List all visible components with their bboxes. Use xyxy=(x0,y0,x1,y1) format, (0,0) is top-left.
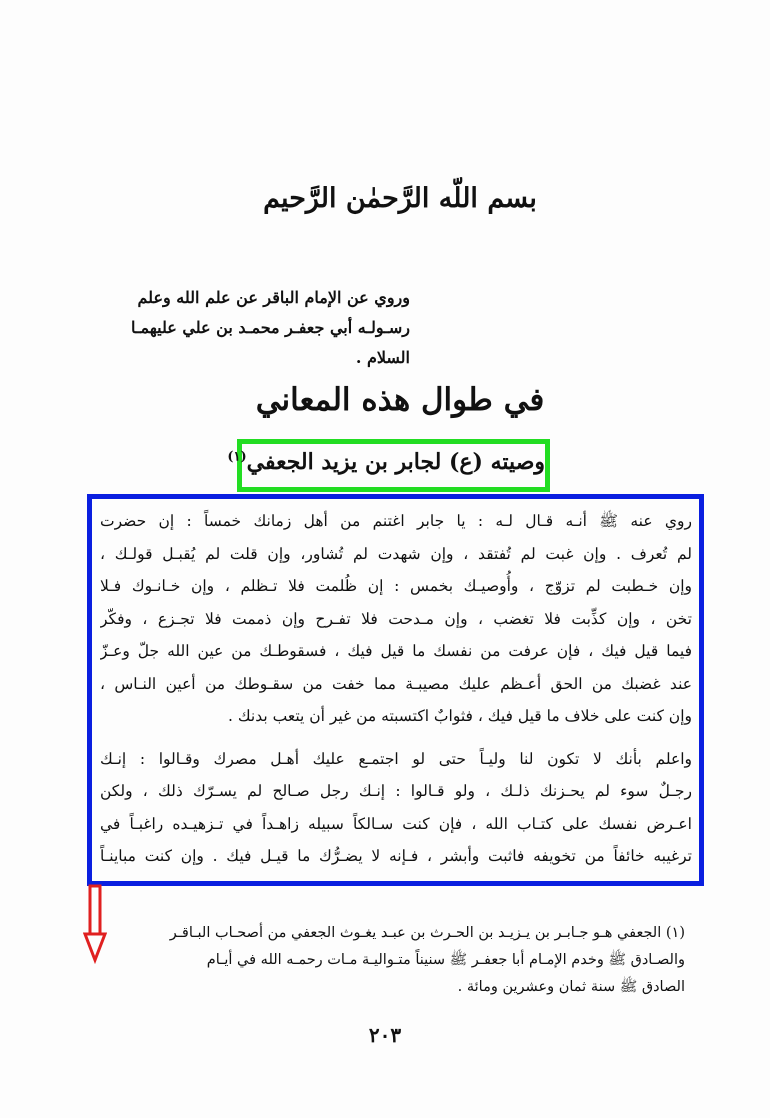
intro-line: وروي عن الإمام الباقر عن علم الله وعلم xyxy=(137,288,410,307)
text-line: تخن ، وإن كذِّبت فلا تغضب ، وإن مـدحت فلا تفـرح وإن ذممت فلا تجـزع ، وفكّر xyxy=(100,609,692,628)
section-heading: في طوال هذه المعاني xyxy=(255,382,545,418)
text-line: ترغيبه خائفاً من تخويفه فاثبت وأبشر ، فـإنه لا يضـرُّك ما قيـل فيك . وإن كنت مباينـاً xyxy=(100,847,692,865)
footnote-mark: (١) xyxy=(227,449,247,465)
footnote xyxy=(95,920,685,1001)
text-line: اعـرض نفسك على كتـاب الله ، فإن كنت سـالكاً سبيله زاهـداً في تـزهيـده راغبـاً في xyxy=(100,814,692,833)
text-line: واعلم بأنك لا تكون لنا وليـاً حتى لو اجتمـع عليك أهـل مصرك وقـالوا : إنـك xyxy=(100,749,692,768)
intro-paragraph xyxy=(90,283,410,373)
text-line: عند غضبك من الحق أعـظم عليك مصيبـة مما خفت من سقـوطك من أعين النـاس ، xyxy=(100,674,692,693)
basmala: بسم اللّه الرَّحمٰن الرَّحيم xyxy=(263,183,537,214)
subheading-text: وصيته (ع) لجابر بن يزيد الجعفي xyxy=(246,449,545,475)
text-line: وإن كنت على خلاف ما قيل فيك ، فثوابٌ اكتسبته من غير أن يتعب بدنك . xyxy=(228,707,692,725)
page-number: ٢٠٣ xyxy=(368,1023,402,1047)
text-line: روي عنه ﷺ أنـه قـال لـه : يا جابر اغتنم من أهل زمانك خمساً : إن حضرت xyxy=(100,512,692,530)
text-line: لم تُعرف . وإن غبت لم تُفتقد ، وإن شهدت لم تُشاور، وإن قلت لم يُقبـل قولـك ، xyxy=(100,544,692,563)
text-line: رجـلٌ سوء لم يحـزنك ذلـك ، ولو قـالوا : إنـك رجل صـالح لم يسـرّك ذلك ، ولكن xyxy=(100,782,692,800)
main-text xyxy=(100,505,692,873)
subheading xyxy=(227,449,545,475)
text-line: فيما قيل فيك ، فإن عرفت من نفسك ما قيل فيك ، فسقوطـك من عين الله جلّ وعـزّ xyxy=(100,642,692,660)
text-line: وإن خـطبت لم تزوّج ، وأُوصيـك بخمس : إن ظُلمت فلا تـظلم ، وإن خـانـوك فـلا xyxy=(100,577,692,595)
footnote-line: والصـادق ﷺ وخدم الإمـام أبا جعفـر ﷺ سنيناً متـواليـة مـات رحمـه الله في أيـام xyxy=(206,952,685,968)
footnote-line: (١) الجعفي هـو جـابـر بن يـزيـد بن الحـرث بن عبـد يغـوث الجعفي من أصحـاب البـاقـر xyxy=(169,925,685,941)
intro-line: السلام . xyxy=(355,348,410,367)
footnote-line: الصادق ﷺ سنة ثمان وعشرين ومائة . xyxy=(457,979,685,995)
intro-line: رسـولـه أبي جعفـر محمـد بن علي عليهمـا xyxy=(130,318,410,337)
